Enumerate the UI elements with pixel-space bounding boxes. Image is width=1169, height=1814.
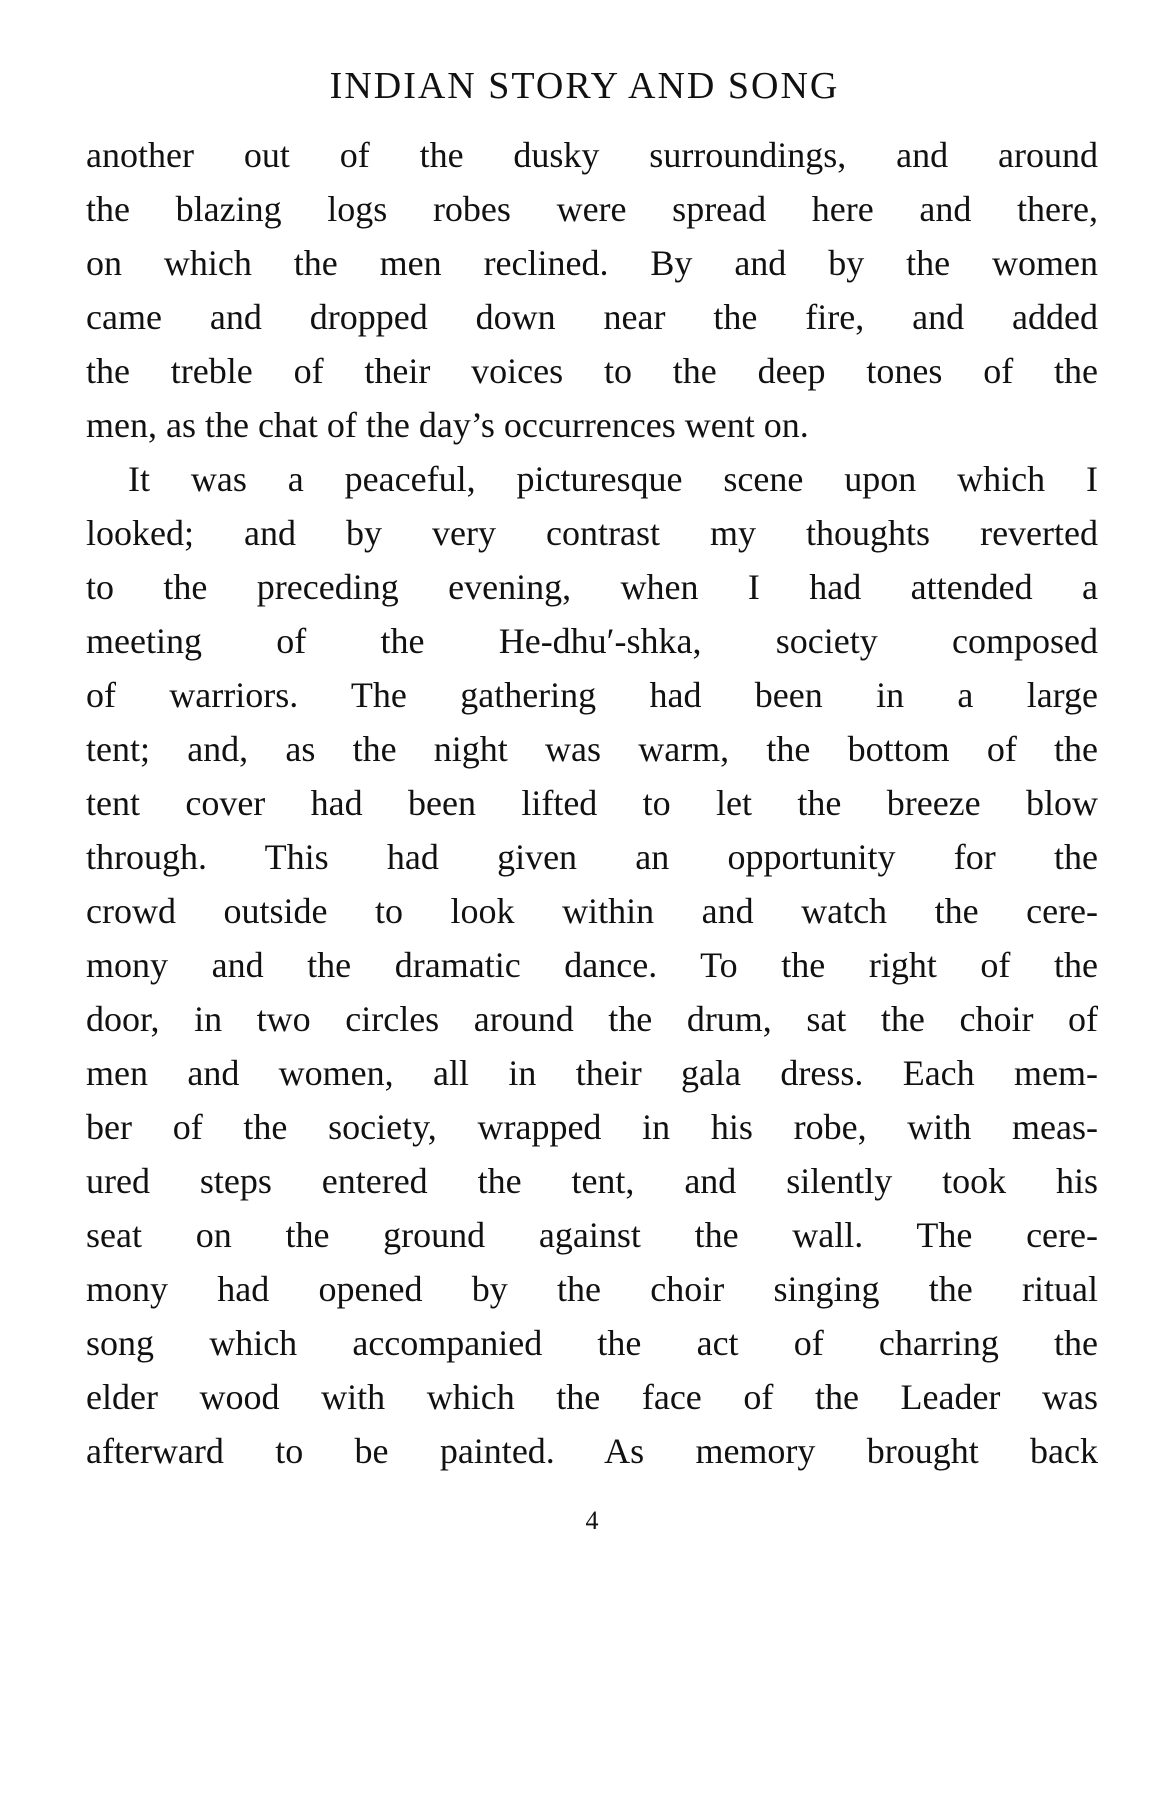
text-line: tent cover had been lifted to let the breeze blow — [86, 783, 1098, 823]
text-line: the treble of their voices to the deep tones of the — [86, 351, 1098, 391]
text-line: seat on the ground against the wall. The cere- — [86, 1215, 1098, 1255]
text-line: crowd outside to look within and watch the cere- — [86, 891, 1098, 931]
text-line: ber of the society, wrapped in his robe, with meas- — [86, 1107, 1098, 1147]
text-line: the blazing logs robes were spread here and there, — [86, 189, 1098, 229]
text-line: tent; and, as the night was warm, the bottom of the — [86, 729, 1098, 769]
text-line: to the preceding evening, when I had attended a — [86, 567, 1098, 607]
text-line: meeting of the He-dhu′-shka, society composed — [86, 621, 1098, 661]
text-line: another out of the dusky surroundings, and around — [86, 135, 1098, 175]
text-line: ured steps entered the tent, and silently took his — [86, 1161, 1098, 1201]
text-line: looked; and by very contrast my thoughts reverted — [86, 513, 1098, 553]
text-line: mony had opened by the choir singing the ritual — [86, 1269, 1098, 1309]
text-line: on which the men reclined. By and by the women — [86, 243, 1098, 283]
text-line: came and dropped down near the fire, and added — [86, 297, 1098, 337]
paragraph-1 — [86, 128, 1098, 452]
text-line: men and women, all in their gala dress. Each mem- — [86, 1053, 1098, 1093]
text-line: through. This had given an opportunity for the — [86, 837, 1098, 877]
running-header: INDIAN STORY AND SONG — [329, 65, 840, 107]
text-line: of warriors. The gathering had been in a large — [86, 675, 1098, 715]
text-line: men, as the chat of the day’s occurrences went on. — [86, 405, 809, 445]
paragraph-2 — [86, 452, 1098, 1478]
text-line: elder wood with which the face of the Leader was — [86, 1377, 1098, 1417]
text-line: door, in two circles around the drum, sat the choir of — [86, 999, 1098, 1039]
text-line: song which accompanied the act of charring the — [86, 1323, 1098, 1363]
text-line: It was a peaceful, picturesque scene upon which I — [128, 459, 1098, 499]
text-line: afterward to be painted. As memory brought back — [86, 1431, 1098, 1471]
text-line: mony and the dramatic dance. To the right of the — [86, 945, 1098, 985]
body-text — [86, 128, 1098, 1538]
page-number: 4 — [585, 1506, 599, 1535]
